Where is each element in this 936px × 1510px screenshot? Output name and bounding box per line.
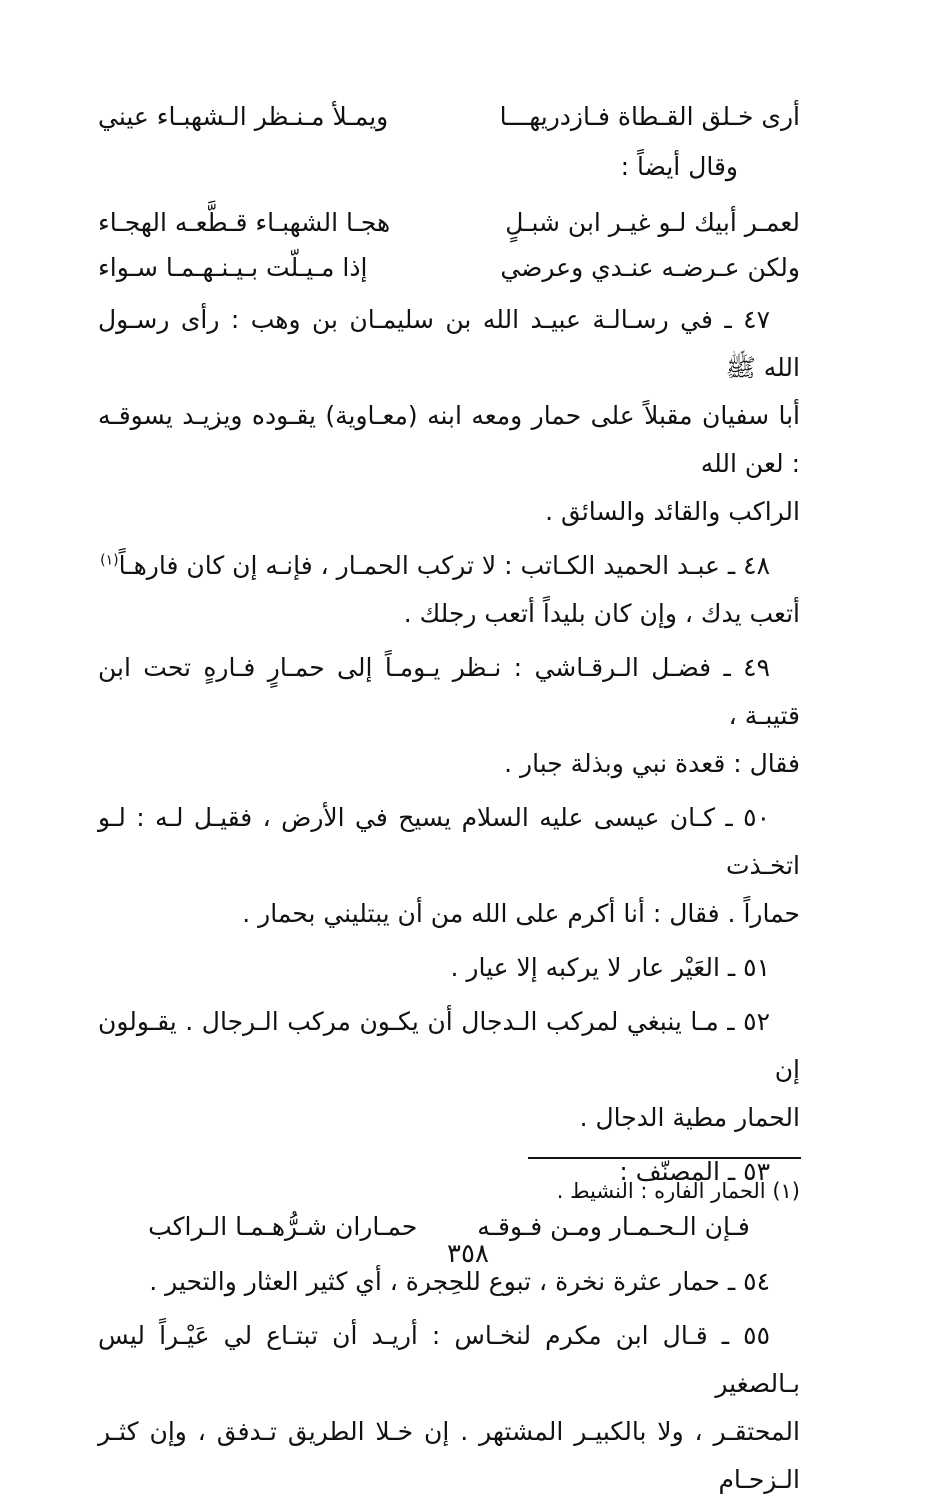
- entry-49: [98, 644, 800, 788]
- footnote-divider: [528, 1157, 801, 1159]
- entry-51: [98, 944, 800, 992]
- verse-left-hemistich: هجـا الشهبـاء قـطَّعـه الهجـاء: [98, 208, 391, 237]
- entry-47: [98, 296, 800, 536]
- verse-right-hemistich: ولكن عـرضـه عنـدي وعرضي: [500, 253, 800, 282]
- verse-right-hemistich: فـإن الـحـمـار ومـن فـوقـه: [477, 1212, 750, 1241]
- entry-48: [98, 542, 800, 638]
- entry-line: ٥١ ـ العَيْر عار لا يركبه إلا عيار .: [450, 953, 770, 982]
- entry-52: [98, 998, 800, 1142]
- entry-line: ٥٢ ـ مـا ينبغي لمركب الـدجال أن يكـون مركب الـرجال . يقـولون إن: [98, 1007, 800, 1084]
- entry-line: أبا سفيان مقبلاً على حمار ومعه ابنه (معـاوية) يقـوده ويزيـد يسوقـه : لعن الله: [98, 401, 800, 478]
- entry-50: [98, 794, 800, 938]
- page-number: ٣٥٨: [447, 1239, 489, 1269]
- entry-line: ٥٣ ـ المصنّف :: [619, 1157, 770, 1186]
- verse-left-hemistich: حمـاران شـرُّهـمـا الـراكب: [148, 1212, 418, 1241]
- entry-line: [98, 542, 800, 590]
- verse-left-hemistich: إذا مـيـلّت بـيـنـهـمـا سـواء: [98, 253, 368, 282]
- verse-right-hemistich: أرى خـلق القـطاة فـازدريهـــا: [499, 102, 800, 131]
- verse-left-hemistich: ويمـلأ مـنـظر الـشهبـاء عيني: [98, 102, 389, 131]
- footnote: (١) الحمار الفاره : النشيط .: [556, 1179, 800, 1203]
- entry-text: ٤٨ ـ عبـد الحميد الكـاتب : لا تركب الحمـار ، فإنـه إن كان فارهـاً: [118, 551, 770, 580]
- verse-line: [98, 245, 800, 290]
- entry-line: المحتقـر ، ولا بالكبيـر المشتهر . إن خـلا الطريق تـدفق ، وإن كثـر الـزحـام: [98, 1417, 800, 1494]
- footnote-marker: (١): [100, 552, 119, 569]
- entry-line: ٥٥ ـ قـال ابن مكرم لنخـاس : أريـد أن تبتـاع لي عَيْـراً ليس بـالصغير: [98, 1321, 800, 1398]
- entry-line: ٥٤ ـ حمار عثرة نخرة ، تبوع للحِجرة ، أي كثير العثار والتحير .: [149, 1267, 770, 1296]
- page-body: [98, 92, 800, 1510]
- entry-55: [98, 1312, 800, 1504]
- entry-line: فقال : قعدة نبي وبذلة جبار .: [504, 749, 800, 778]
- verse-line: [98, 200, 800, 245]
- verse-line: [98, 92, 800, 142]
- entry-line: الراكب والقائد والسائق .: [545, 497, 800, 526]
- entry-line: حماراً . فقال : أنا أكرم على الله من أن يبتليني بحمار .: [242, 899, 800, 928]
- entry-line: ٤٧ ـ في رسـالـة عبيـد الله بن سليمـان بن وهب : رأى رسـول الله ﷺ: [98, 305, 800, 382]
- verse-introduction: وقال أيضاً :: [620, 152, 738, 181]
- entry-line: أتعب يدك ، وإن كان بليداً أتعب رجلك .: [403, 599, 800, 628]
- entry-line: ٥٠ ـ كـان عيسى عليه السلام يسيح في الأرض ، فقيـل لـه : لـو اتخـذت: [98, 803, 800, 880]
- verse-right-hemistich: لعمـر أبيك لـو غيـر ابن شبـلٍ: [505, 208, 800, 237]
- entry-line: ٤٩ ـ فضـل الـرقـاشي : نـظر يـومـاً إلى حمـارٍ فـارهٍ تحت ابن قتيبـة ،: [98, 653, 800, 730]
- entry-line: الحمار مطية الدجال .: [579, 1103, 800, 1132]
